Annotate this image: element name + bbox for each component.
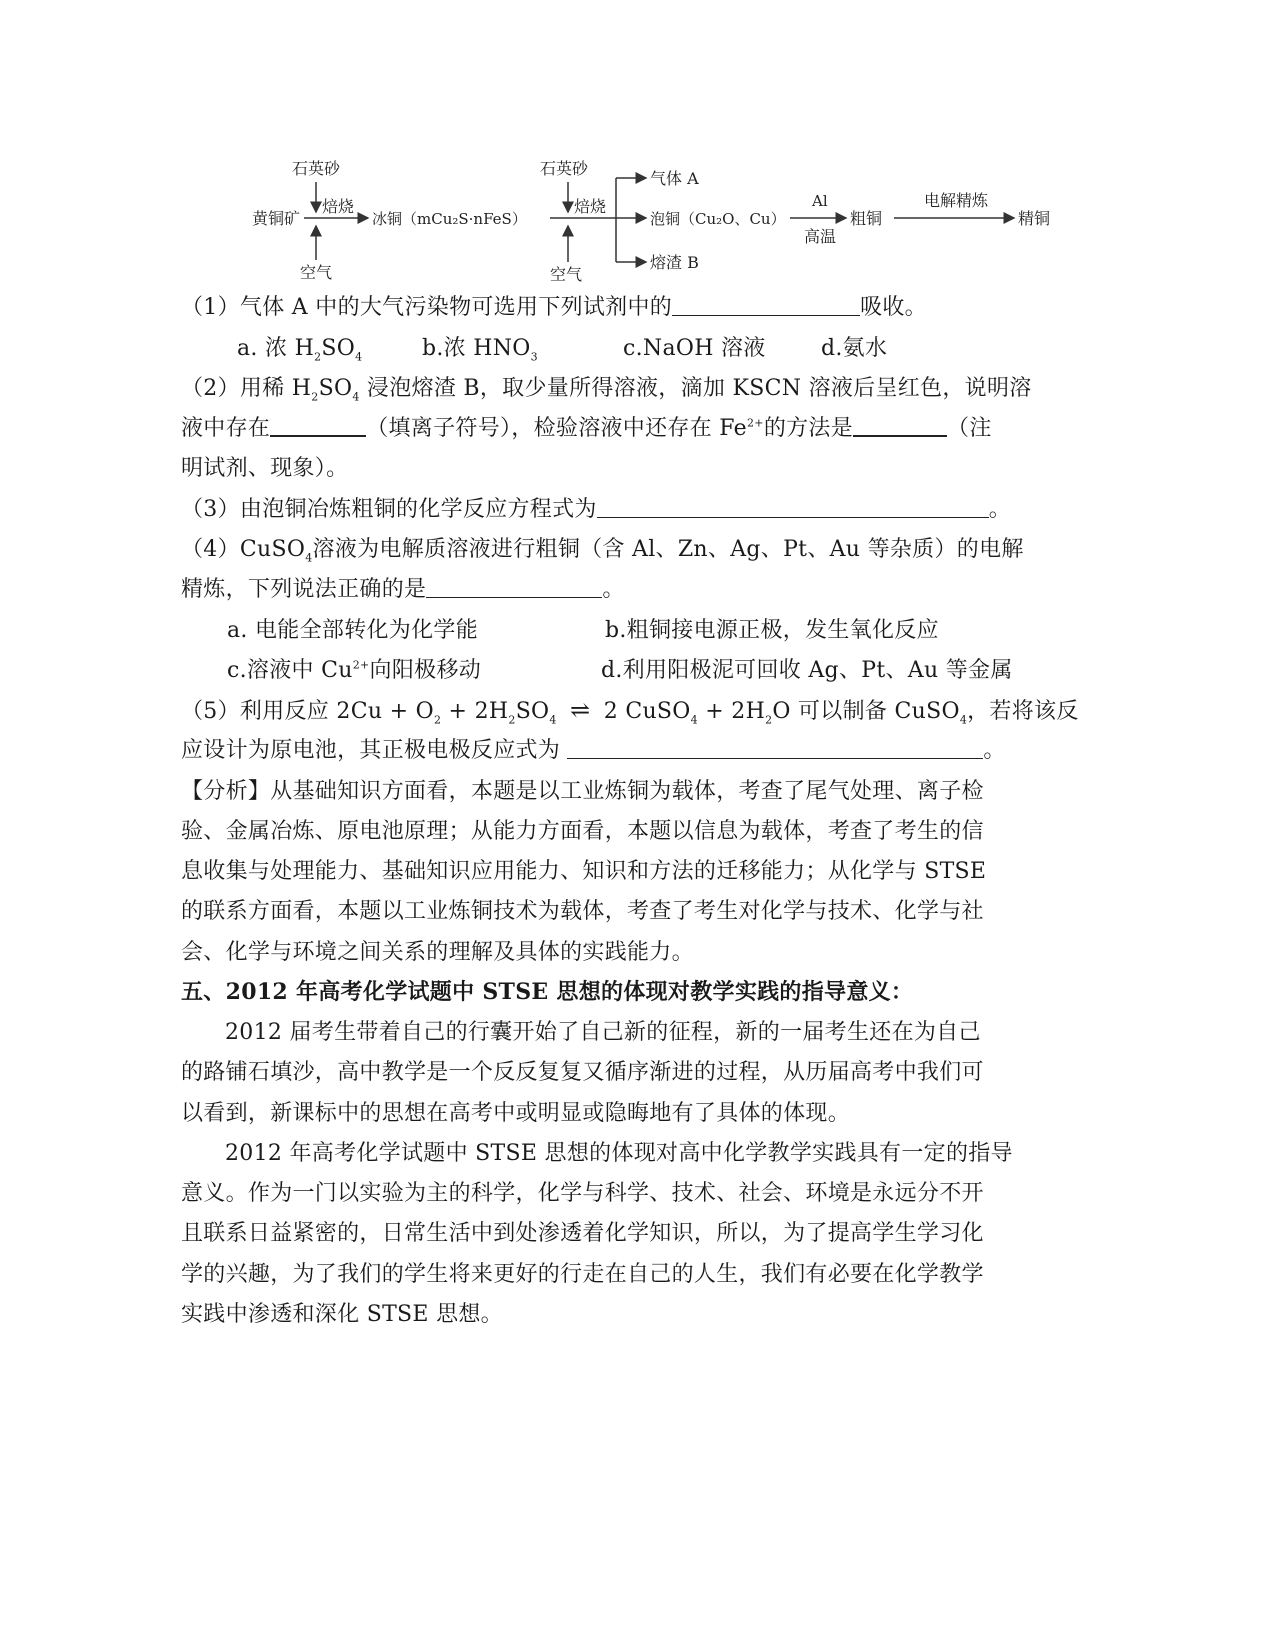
paragraph-2-line: 意义。作为一门以实验为主的科学，化学与科学、技术、社会、环境是永远分不开 <box>181 1181 984 1206</box>
air-label-2: 空气 <box>550 265 583 284</box>
analysis-line: 【分析】从基础知识方面看，本题是以工业炼铜为载体，考查了尾气处理、离子检 <box>181 779 984 804</box>
q1-option-a: a. 浓 $H_2SO_4$ <box>237 336 363 364</box>
analysis-line: 息收集与处理能力、基础知识应用能力、知识和方法的迁移能力；从化学与 STSE <box>181 859 987 884</box>
q3-equation-blank[interactable] <box>597 495 989 518</box>
q2-method-blank[interactable] <box>853 413 947 437</box>
q4-option-c: c.溶液中 $Cu^{2+}$向阳极移动 <box>227 658 482 683</box>
roast-label-2: 焙烧 <box>574 197 607 216</box>
analysis-line: 会、化学与环境之间关系的理解及具体的实践能力。 <box>181 940 694 965</box>
copper-smelting-flowchart <box>250 150 1070 300</box>
gas-a-label: 气体 A <box>650 169 699 188</box>
quartz-label-2: 石英砂 <box>540 159 589 178</box>
q2-line-1: （2）用稀 $H_2SO_4$ 浸泡熔渣 B，取少量所得溶液，滴加 KSCN 溶液后呈红色，说明溶 <box>181 376 1032 404</box>
q4-answer-blank[interactable] <box>426 575 602 598</box>
reversible-arrow: ⇌ <box>570 696 591 724</box>
paragraph-2-line: 2012 年高考化学试题中 STSE 思想的体现对高中化学教学实践具有一定的指导 <box>225 1141 1013 1166</box>
q1-option-c: c.NaOH 溶液 <box>623 336 766 361</box>
q1-option-b: b.浓 $HNO_3$ <box>422 336 538 364</box>
q4-line-1: （4）CuSO$_4$溶液为电解质溶液进行粗铜（含 Al、Zn、Ag、Pt、Au 等杂质）的电解 <box>181 537 1024 565</box>
q5-line-1: （5）利用反应 $2Cu + O_2 + 2H_2SO_4$ ⇌ 2 CuSO$_4$ + $2H_2O$ 可以制备 CuSO$_4$，若将该反 <box>181 696 1079 727</box>
paragraph-2-line: 学的兴趣，为了我们的学生将来更好的行走在自己的人生，我们有必要在化学教学 <box>181 1262 984 1287</box>
q5-electrode-blank[interactable] <box>567 736 983 759</box>
paragraph-1-line: 2012 届考生带着自己的行囊开始了自己新的征程，新的一届考生还在为自己 <box>225 1020 981 1045</box>
section-heading: 五、2012 年高考化学试题中 STSE 思想的体现对教学实践的指导意义： <box>181 979 914 1005</box>
roast-label-1: 焙烧 <box>322 197 355 216</box>
analysis-line: 验、金属冶炼、原电池原理；从能力方面看，本题以信息为载体，考查了考生的信 <box>181 819 984 844</box>
blister-label: 泡铜（Cu₂O、Cu） <box>650 210 786 228</box>
refined-label: 精铜 <box>1018 209 1051 228</box>
q4-line-2: 精炼，下列说法正确的是 。 <box>181 577 625 602</box>
air-label-1: 空气 <box>300 263 333 282</box>
electro-label: 电解精炼 <box>924 191 989 210</box>
q1-stem: （1）气体 A 中的大气污染物可选用下列试剂中的 吸收。 <box>181 295 927 320</box>
crude-label: 粗铜 <box>850 209 883 228</box>
q1-answer-blank[interactable] <box>672 293 860 316</box>
paragraph-2-line: 且联系日益紧密的，日常生活中到处渗透着化学知识，所以，为了提高学生学习化 <box>181 1221 984 1246</box>
al-label: Al <box>812 192 828 210</box>
slag-b-label: 熔渣 B <box>650 253 699 272</box>
paragraph-2-line: 实践中渗透和深化 STSE 思想。 <box>181 1302 503 1327</box>
paragraph-1-line: 的路铺石填沙，高中教学是一个反反复复又循序渐进的过程，从历届高考中我们可 <box>181 1060 984 1085</box>
high-temp-label: 高温 <box>804 227 837 246</box>
analysis-line: 的联系方面看，本题以工业炼铜技术为载体，考查了考生对化学与技术、化学与社 <box>181 899 984 924</box>
paragraph-1-line: 以看到，新课标中的思想在高考中或明显或隐晦地有了具体的体现。 <box>181 1101 851 1126</box>
q2-ion-blank[interactable] <box>270 413 366 437</box>
ore-label: 黄铜矿 <box>252 209 301 228</box>
matte-label: 冰铜（mCu₂S·nFeS） <box>372 210 527 228</box>
q2-line-3: 明试剂、现象）。 <box>181 456 349 481</box>
q5-line-2: 应设计为原电池，其正极电极反应式为 。 <box>181 738 1006 763</box>
q1-option-d: d.氨水 <box>821 336 888 361</box>
q4-option-b: b.粗铜接电源正极，发生氧化反应 <box>605 618 939 643</box>
q4-option-d: d.利用阳极泥可回收 Ag、Pt、Au 等金属 <box>601 658 1013 683</box>
quartz-label-1: 石英砂 <box>292 159 341 178</box>
q2-line-2: 液中存在 （填离子符号），检验溶液中还存在 $Fe^{2+}$的方法是 （注 <box>181 408 1081 449</box>
q4-option-a: a. 电能全部转化为化学能 <box>227 618 479 643</box>
q3-stem: （3）由泡铜冶炼粗铜的化学反应方程式为 。 <box>181 497 1012 522</box>
